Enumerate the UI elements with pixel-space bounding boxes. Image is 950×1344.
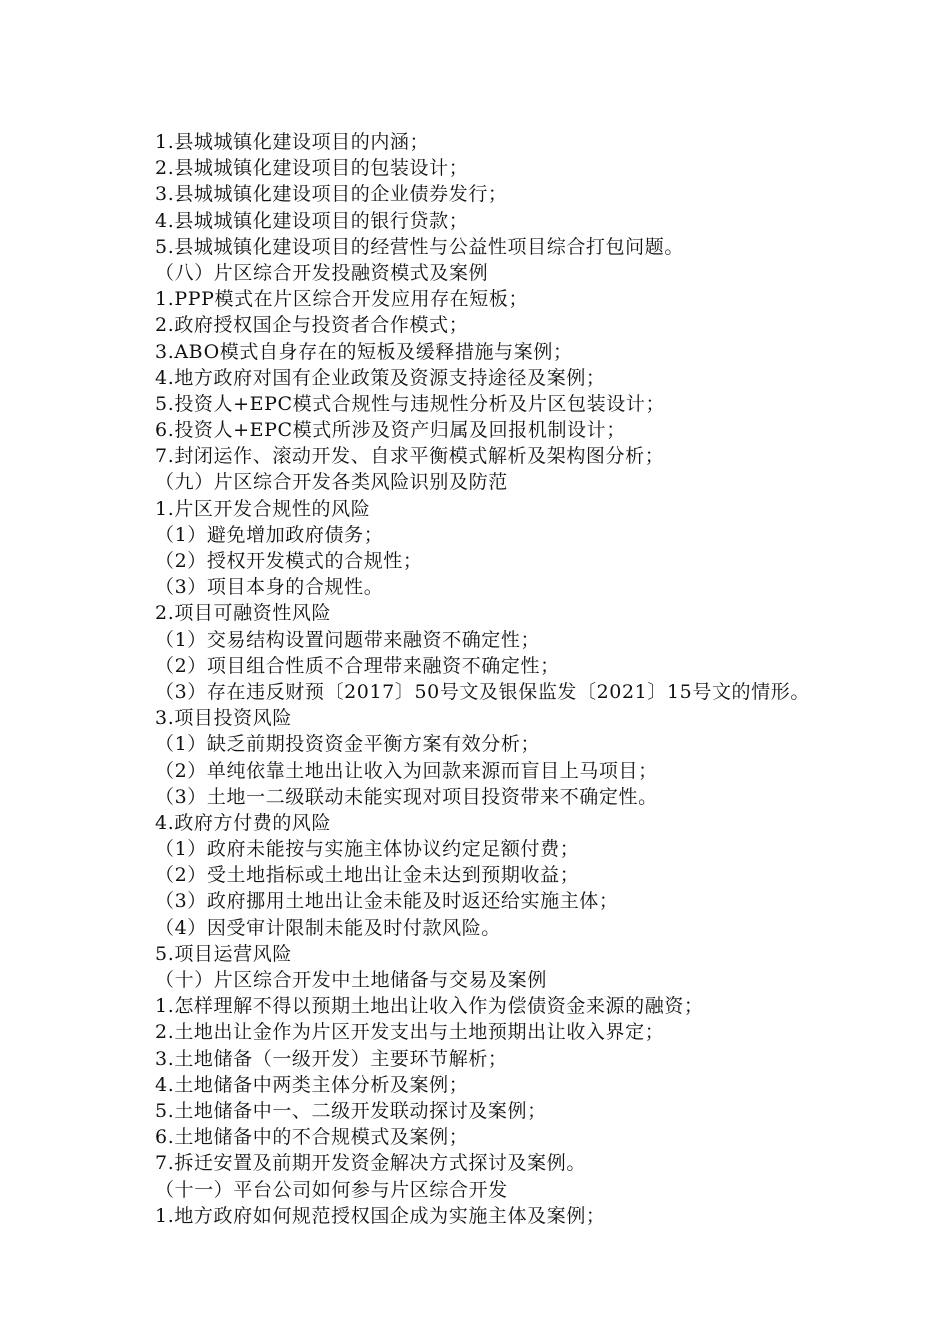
text-line-risk-2-2: （2）项目组合性质不合理带来融资不确定性； bbox=[155, 654, 560, 677]
text-line-land-4: 4.土地储备中两类主体分析及案例； bbox=[155, 1073, 469, 1096]
section-heading-9: （九）片区综合开发各类风险识别及防范 bbox=[155, 471, 508, 494]
text-line-risk-3-3: （3）土地一二级联动未能实现对项目投资带来不确定性。 bbox=[155, 785, 658, 808]
section-heading-10: （十）片区综合开发中土地储备与交易及案例 bbox=[155, 969, 548, 991]
text-line-land-6: 6.土地储备中的不合规模式及案例； bbox=[155, 1126, 469, 1149]
text-line-risk-3-2: （2）单纯依靠土地出让收入为回款来源而盲目上马项目； bbox=[155, 759, 658, 782]
text-line-county-5: 5.县城城镇化建设项目的经营性与公益性项目综合打包问题。 bbox=[155, 235, 684, 258]
section-heading-8: （八）片区综合开发投融资模式及案例 bbox=[155, 261, 489, 284]
text-line-land-1: 1.怎样理解不得以预期土地出让收入作为偿债资金来源的融资； bbox=[155, 995, 704, 1018]
section-heading-11: （十一）平台公司如何参与片区综合开发 bbox=[155, 1178, 508, 1201]
text-line-risk-4-1: （1）政府未能按与实施主体协议约定足额付费； bbox=[155, 838, 580, 861]
text-line-platform-1: 1.地方政府如何规范授权国企成为实施主体及案例； bbox=[155, 1204, 606, 1227]
text-line-risk-2-1: （1）交易结构设置问题带来融资不确定性； bbox=[155, 628, 541, 651]
text-line-risk-5: 5.项目运营风险 bbox=[155, 942, 292, 965]
text-line-risk-3-1: （1）缺乏前期投资资金平衡方案有效分析； bbox=[155, 733, 541, 756]
text-line-land-2: 2.土地出让金作为片区开发支出与土地预期出让收入界定； bbox=[155, 1021, 665, 1044]
text-line-financing-1: 1.PPP模式在片区综合开发应用存在短板； bbox=[155, 288, 529, 311]
text-line-risk-1-2: （2）授权开发模式的合规性； bbox=[155, 550, 423, 572]
text-line-land-5: 5.土地储备中一、二级开发联动探讨及案例； bbox=[155, 1099, 547, 1122]
text-line-county-2: 2.县城城镇化建设项目的包装设计； bbox=[155, 157, 469, 180]
text-line-land-7: 7.拆迁安置及前期开发资金解决方式探讨及案例。 bbox=[155, 1152, 586, 1175]
text-line-county-1: 1.县城城镇化建设项目的内涵； bbox=[155, 131, 430, 153]
text-line-risk-4-2: （2）受土地指标或土地出让金未达到预期收益； bbox=[155, 864, 580, 887]
text-line-risk-3: 3.项目投资风险 bbox=[155, 707, 292, 730]
text-line-financing-2: 2.政府授权国企与投资者合作模式； bbox=[155, 314, 469, 337]
text-line-risk-1: 1.片区开发合规性的风险 bbox=[155, 497, 371, 520]
text-line-financing-3: 3.ABO模式自身存在的短板及缓释措施与案例； bbox=[155, 340, 573, 363]
text-line-risk-4-4: （4）因受审计限制未能及时付款风险。 bbox=[155, 916, 501, 939]
text-line-risk-4-3: （3）政府挪用土地出让金未能及时返还给实施主体； bbox=[155, 890, 619, 913]
text-line-risk-4: 4.政府方付费的风险 bbox=[155, 811, 332, 834]
document-body bbox=[155, 129, 935, 1229]
text-line-risk-1-3: （3）项目本身的合规性。 bbox=[155, 576, 384, 599]
text-line-risk-1-1: （1）避免增加政府债务； bbox=[155, 523, 384, 546]
text-line-financing-5: 5.投资人+EPC模式合规性与违规性分析及片区包装设计； bbox=[155, 392, 666, 415]
text-line-land-3: 3.土地储备（一级开发）主要环节解析； bbox=[155, 1047, 508, 1070]
text-line-financing-7: 7.封闭运作、滚动开发、自求平衡模式解析及架构图分析； bbox=[155, 445, 665, 468]
text-line-county-4: 4.县城城镇化建设项目的银行贷款； bbox=[155, 209, 469, 232]
text-line-risk-2-3: （3）存在违反财预〔2017〕50号文及银保监发〔2021〕15号文的情形。 bbox=[155, 680, 810, 703]
text-line-risk-2: 2.项目可融资性风险 bbox=[155, 602, 332, 625]
text-line-financing-4: 4.地方政府对国有企业政策及资源支持途径及案例； bbox=[155, 366, 606, 389]
text-line-financing-6: 6.投资人+EPC模式所涉及资产归属及回报机制设计； bbox=[155, 419, 626, 442]
text-line-county-3: 3.县城城镇化建设项目的企业债券发行； bbox=[155, 183, 508, 206]
